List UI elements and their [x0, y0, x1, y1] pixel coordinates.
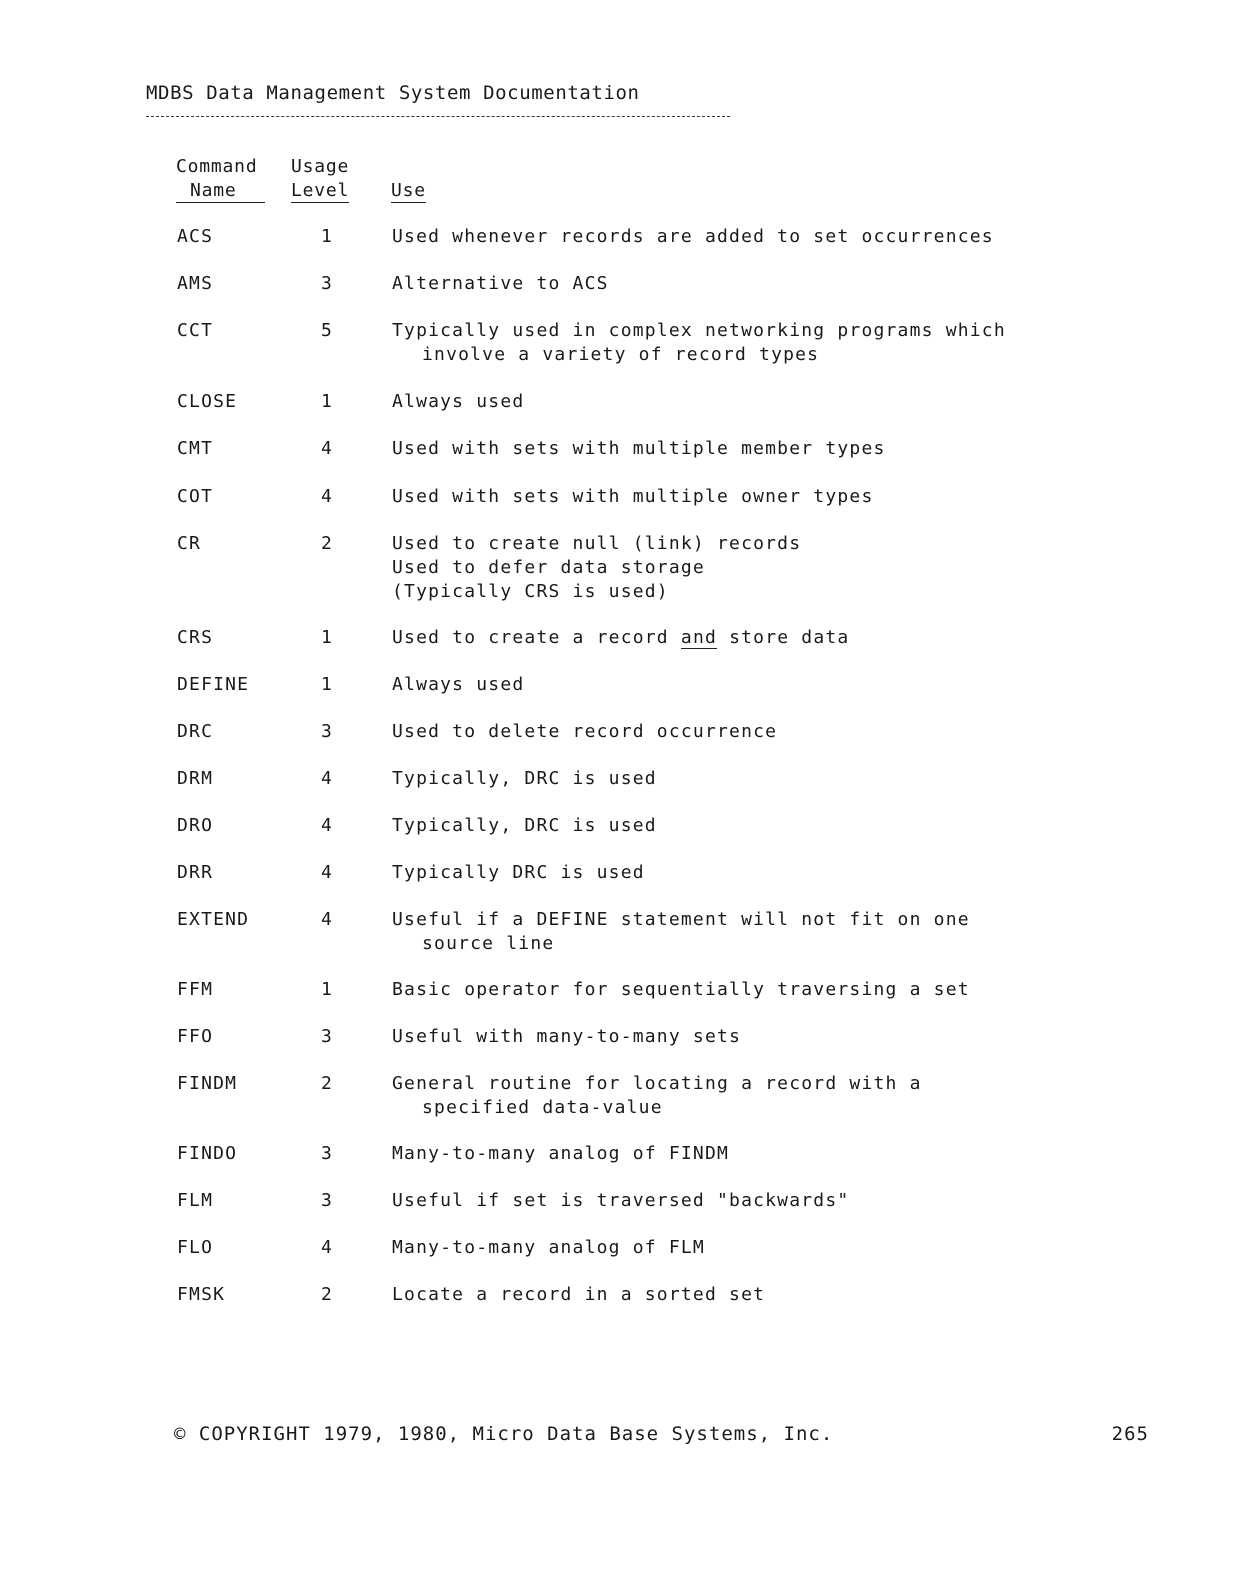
column-header-level-line1: Usage: [291, 156, 350, 177]
use-line: Always used: [392, 391, 525, 412]
command-name: AMS: [177, 273, 214, 294]
command-use: [392, 767, 1148, 791]
command-name: FLM: [177, 1190, 214, 1211]
column-header-use: [391, 179, 426, 203]
use-line: involve a variety of record types: [422, 344, 820, 365]
usage-level: 1: [321, 979, 334, 1000]
use-line: Typically used in complex networking programs which: [392, 320, 1006, 341]
usage-level: 2: [321, 533, 334, 554]
command-use: [392, 978, 1148, 1002]
usage-level: 3: [321, 1190, 334, 1211]
usage-level: 1: [321, 674, 334, 695]
use-line: Used with sets with multiple owner types: [392, 486, 874, 507]
command-name: FINDO: [177, 1143, 238, 1164]
column-header-name-line2: Name: [176, 180, 265, 203]
column-header-level: [291, 155, 349, 203]
command-name: CRS: [177, 627, 214, 648]
command-name: FMSK: [177, 1284, 226, 1305]
command-name: DRO: [177, 815, 214, 836]
use-line: Useful if a DEFINE statement will not fit on one: [392, 909, 970, 930]
usage-level: 1: [321, 391, 334, 412]
command-name: COT: [177, 486, 214, 507]
usage-level: 4: [321, 486, 334, 507]
use-line: source line: [422, 933, 555, 954]
usage-level: 2: [321, 1073, 334, 1094]
command-use: [392, 720, 1148, 744]
column-header-name: [176, 155, 265, 203]
usage-level: 4: [321, 909, 334, 930]
use-line: Useful with many-to-many sets: [392, 1026, 742, 1047]
use-line: General routine for locating a record with a: [392, 1073, 922, 1094]
column-header-level-line2: Level: [291, 180, 350, 201]
command-use: [392, 673, 1148, 697]
use-line: Typically DRC is used: [392, 862, 645, 883]
command-use: [392, 1283, 1148, 1307]
command-name: CCT: [177, 320, 214, 341]
command-name: DEFINE: [177, 674, 250, 695]
use-line: Many-to-many analog of FLM: [392, 1237, 705, 1258]
use-line: (Typically CRS is used): [392, 581, 669, 602]
column-header-name-line1: Command: [176, 156, 258, 177]
use-line: Used with sets with multiple member types: [392, 438, 886, 459]
command-name: DRC: [177, 721, 214, 742]
command-name: FINDM: [177, 1073, 238, 1094]
command-use: [392, 626, 1148, 650]
command-use: [392, 1025, 1148, 1049]
use-line: Used to defer data storage: [392, 557, 705, 578]
usage-level: 4: [321, 438, 334, 459]
command-use: [392, 1236, 1148, 1260]
command-use: [392, 225, 1148, 249]
usage-level: 3: [321, 1026, 334, 1047]
command-use: [392, 1189, 1148, 1213]
copyright-notice: © COPYRIGHT 1979, 1980, Micro Data Base Systems, Inc.: [174, 1423, 834, 1445]
usage-level: 4: [321, 862, 334, 883]
command-name: DRR: [177, 862, 214, 883]
command-name: CLOSE: [177, 391, 238, 412]
use-line: Basic operator for sequentially traversing a set: [392, 979, 970, 1000]
usage-level: 3: [321, 1143, 334, 1164]
command-use: [392, 485, 1148, 509]
command-use: [392, 390, 1148, 414]
usage-level: 1: [321, 627, 334, 648]
command-use: [392, 272, 1148, 296]
page-title: MDBS Data Management System Documentation: [146, 82, 640, 104]
use-line: Used to delete record occurrence: [392, 721, 778, 742]
command-name: ACS: [177, 226, 214, 247]
use-line: Used to create null (link) records: [392, 533, 802, 554]
usage-level: 2: [321, 1284, 334, 1305]
command-use: [392, 908, 1148, 956]
command-use: [392, 1142, 1148, 1166]
usage-level: 4: [321, 1237, 334, 1258]
usage-level: 3: [321, 721, 334, 742]
command-name: FLO: [177, 1237, 214, 1258]
command-name: FFO: [177, 1026, 214, 1047]
use-text: Used to create a record: [392, 627, 669, 648]
use-line: [392, 626, 1148, 650]
command-use: [392, 532, 1148, 604]
use-line: specified data-value: [422, 1097, 663, 1118]
page-number: 265: [1111, 1423, 1149, 1445]
usage-level: 5: [321, 320, 334, 341]
use-line: Typically, DRC is used: [392, 768, 657, 789]
use-line: Many-to-many analog of FINDM: [392, 1143, 730, 1164]
command-use: [392, 814, 1148, 838]
column-header-use-label: Use: [391, 180, 426, 201]
use-line: Used whenever records are added to set occurrences: [392, 226, 994, 247]
use-line: Locate a record in a sorted set: [392, 1284, 766, 1305]
command-name: DRM: [177, 768, 214, 789]
command-name: FFM: [177, 979, 214, 1000]
usage-level: 3: [321, 273, 334, 294]
command-name: CMT: [177, 438, 214, 459]
use-line: Alternative to ACS: [392, 273, 609, 294]
use-line: Typically, DRC is used: [392, 815, 657, 836]
use-line: Useful if set is traversed "backwards": [392, 1190, 850, 1211]
command-name: EXTEND: [177, 909, 250, 930]
underlined-word: and: [680, 627, 718, 648]
command-name: CR: [177, 533, 202, 554]
use-line: Always used: [392, 674, 525, 695]
command-use: [392, 861, 1148, 885]
usage-level: 4: [321, 815, 334, 836]
command-use: [392, 437, 1148, 461]
command-use: [392, 1072, 1148, 1120]
use-text: store data: [729, 627, 850, 648]
usage-level: 4: [321, 768, 334, 789]
header-rule: [146, 116, 730, 117]
command-use: [392, 319, 1148, 367]
usage-level: 1: [321, 226, 334, 247]
